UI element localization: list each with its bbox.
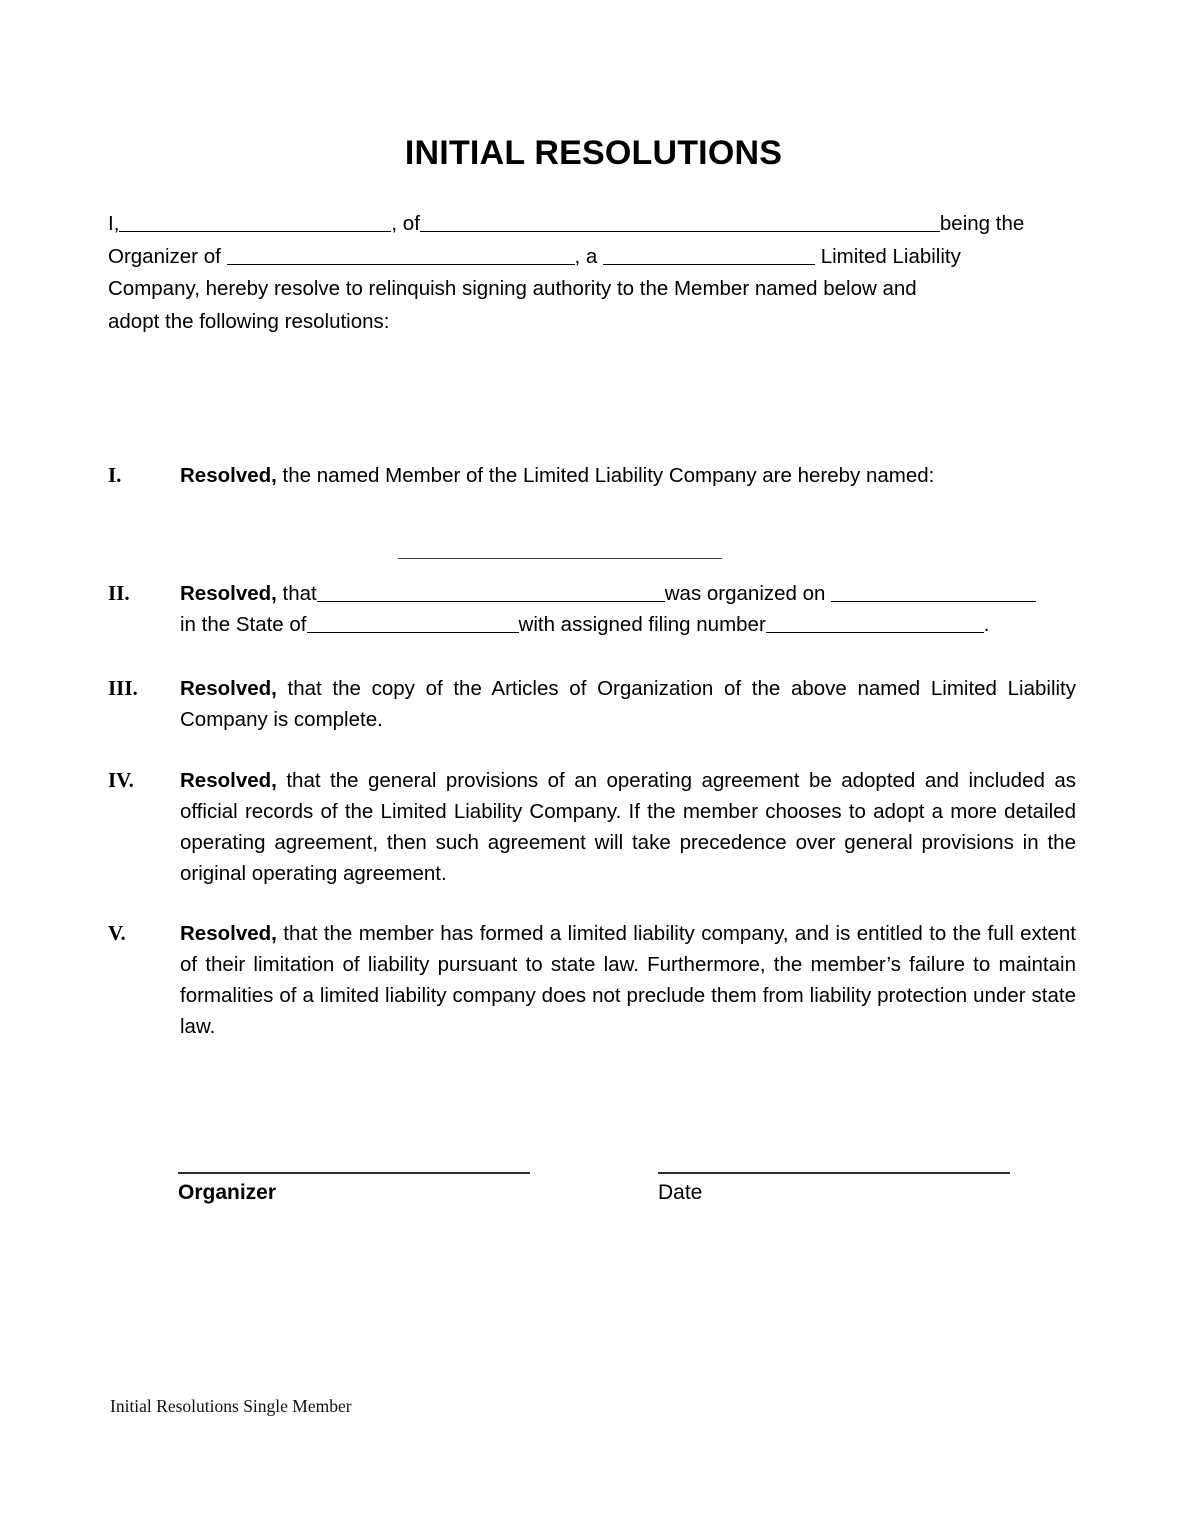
resolution-item-5 (108, 918, 1076, 1042)
state-type-blank[interactable] (603, 242, 815, 265)
resolution-keyword-2: Resolved, (180, 582, 277, 605)
resolution-keyword-3: Resolved, (180, 677, 277, 700)
resolution-keyword-4: Resolved, (180, 769, 277, 792)
resolution-item-4 (108, 765, 1076, 889)
resolution-2-period: . (983, 613, 990, 636)
date-signature-column (658, 1172, 1010, 1206)
page-title: INITIAL RESOLUTIONS (404, 134, 783, 172)
resolution-2-line-2 (180, 609, 1076, 640)
organized-date-blank[interactable] (831, 579, 1036, 602)
resolution-item-3 (108, 673, 1076, 735)
resolution-item-1 (108, 460, 1076, 491)
organizer-name-blank[interactable] (119, 209, 391, 232)
state-blank[interactable] (307, 610, 519, 633)
resolution-numeral-3: III. (108, 676, 138, 700)
organizer-label: Organizer (178, 1181, 277, 1204)
resolution-numeral-2: II. (108, 581, 130, 605)
intro-comma-a-label: , a (574, 244, 598, 268)
resolution-item-2 (108, 578, 1076, 640)
organizer-signature-line[interactable] (178, 1172, 530, 1174)
intro-paragraph (108, 208, 1076, 338)
resolution-2-state-label: in the State of (180, 613, 307, 636)
resolution-text-5: that the member has formed a limited liability company, and is entitled to the full extent of their limitation of liability pursuant to state law. Furthermore, the member’s failure to maintain formalities of a limited liability company does not preclude them from liability protection under state law. (180, 922, 1076, 1038)
entity-name-blank[interactable] (317, 579, 665, 602)
intro-i-label: I, (108, 212, 120, 235)
resolution-keyword-1: Resolved, (180, 464, 277, 487)
resolution-body-3 (180, 673, 1076, 735)
resolution-body-5 (180, 918, 1076, 1042)
intro-line-4: adopt the following resolutions: (108, 309, 390, 333)
resolution-body-1 (180, 460, 1076, 491)
date-signature-line[interactable] (658, 1172, 1010, 1174)
intro-line-2 (108, 241, 1076, 274)
resolution-2-filing-label: with assigned filing number (518, 613, 766, 636)
resolution-body-2 (180, 578, 1076, 640)
resolution-numeral-4: IV. (108, 768, 134, 792)
footer-text: Initial Resolutions Single Member (110, 1396, 352, 1416)
company-name-blank[interactable] (227, 242, 575, 265)
resolution-keyword-5: Resolved, (180, 922, 277, 945)
intro-organizer-of-label: Organizer of (108, 244, 221, 268)
date-label: Date (658, 1181, 703, 1204)
resolution-numeral-1: I. (108, 463, 122, 487)
resolution-text-4: that the general provisions of an operating agreement be adopted and included as official records of the Limited Liability Company. If the member chooses to adopt a more detailed operating agreement, then such agreement will take precedence over general provisions in the original operating agreement. (180, 769, 1076, 885)
intro-limited-liability-label: Limited Liability (820, 244, 961, 268)
resolution-text-3: that the copy of the Articles of Organization of the above named Limited Liability Company is complete. (180, 677, 1076, 731)
resolution-numeral-5: V. (108, 921, 126, 945)
resolution-2-organized-on-label: was organized on (664, 582, 826, 605)
resolution-2-line-1 (180, 578, 1076, 609)
organizer-address-blank[interactable] (420, 209, 940, 232)
resolution-body-4 (180, 765, 1076, 889)
filing-number-blank[interactable] (766, 610, 984, 633)
intro-being-the-label: being the (939, 212, 1025, 235)
intro-line-3: Company, hereby resolve to relinquish signing authority to the Member named below and (108, 277, 917, 300)
resolution-2-that-label: that (276, 582, 317, 605)
intro-line-1 (108, 208, 1076, 241)
intro-of-label: , of (391, 212, 420, 235)
member-name-signature-line[interactable] (398, 558, 722, 559)
organizer-signature-column (178, 1172, 530, 1206)
resolution-text-1: the named Member of the Limited Liability Company are hereby named: (276, 464, 935, 487)
